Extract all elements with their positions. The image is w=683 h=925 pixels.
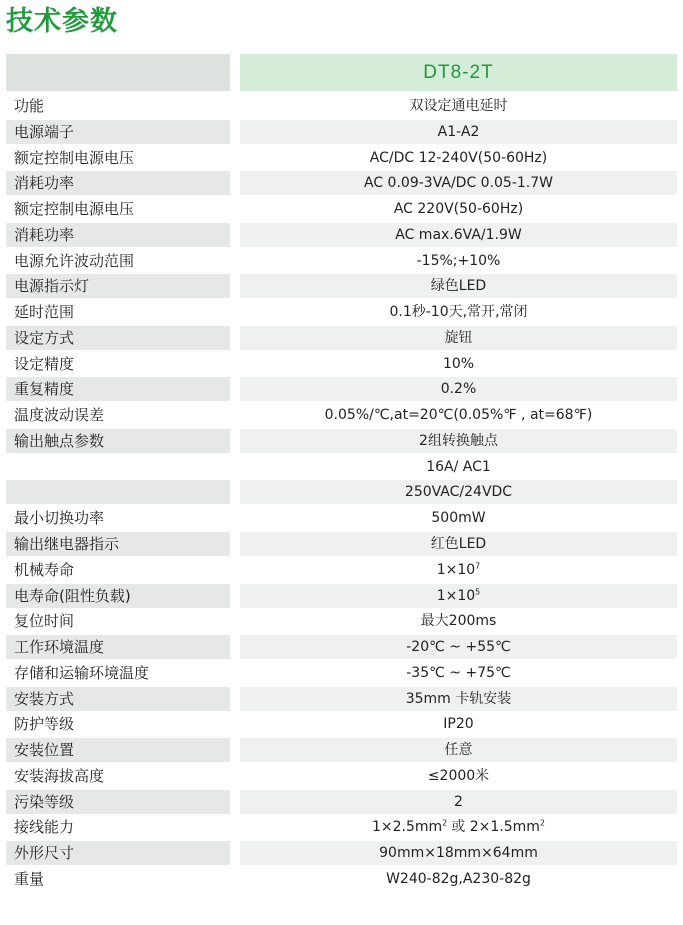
table-row — [6, 584, 677, 608]
table-row — [6, 300, 677, 324]
exponent: 2 — [539, 818, 545, 828]
spec-label: 设定方式 — [6, 326, 230, 350]
spec-label: 电源端子 — [6, 120, 230, 144]
spec-label: 消耗功率 — [6, 223, 230, 247]
spec-value — [240, 326, 677, 350]
table-row — [6, 352, 677, 376]
spec-rows — [6, 94, 677, 891]
spec-value — [240, 764, 677, 788]
table-row — [6, 146, 677, 170]
spec-label — [6, 455, 230, 479]
page-title: 技术参数 — [6, 6, 118, 37]
table-row — [6, 480, 677, 504]
spec-label: 温度波动误差 — [14, 406, 105, 425]
spec-value — [240, 403, 677, 427]
model-header: DT8-2T — [240, 54, 677, 91]
spec-value — [240, 687, 677, 711]
spec-value-text: A1-A2 — [437, 123, 480, 140]
table-row — [6, 867, 677, 891]
table-row — [6, 223, 677, 247]
spec-value-text-2: 或 2×1.5mm — [451, 819, 540, 836]
spec-value — [240, 120, 677, 144]
spec-value-text: -15%;+10% — [416, 252, 501, 269]
spec-value-text: 最大200ms — [420, 613, 497, 630]
table-row — [6, 532, 677, 556]
exponent: 5 — [475, 586, 481, 596]
spec-value — [240, 558, 677, 582]
spec-value-text: -35℃ ~ +75℃ — [406, 664, 511, 681]
table-row — [6, 171, 677, 195]
spec-label: 输出触点参数 — [6, 429, 230, 453]
spec-value — [240, 274, 677, 298]
spec-value — [240, 300, 677, 324]
table-row — [6, 764, 677, 788]
exponent: 7 — [475, 561, 481, 571]
table-row — [6, 661, 677, 685]
table-row — [6, 120, 677, 144]
table-row — [6, 609, 677, 633]
spec-value-text: 0.2% — [440, 381, 477, 398]
table-row — [6, 403, 677, 427]
spec-value — [240, 223, 677, 247]
spec-label — [6, 480, 230, 504]
spec-value-text: 0.1秒-10天,常开,常闭 — [389, 304, 528, 321]
spec-value-text: 2组转换触点 — [419, 432, 498, 449]
spec-label: 功能 — [14, 97, 45, 115]
spec-label: 重复精度 — [6, 377, 230, 401]
spec-value-text: AC 0.09-3VA/DC 0.05-1.7W — [364, 175, 553, 192]
spec-value — [240, 455, 677, 479]
spec-value-text: 旋钮 — [444, 329, 473, 346]
spec-label: 电源允许波动范围 — [14, 251, 135, 270]
spec-label: 复位时间 — [14, 612, 75, 631]
table-row — [6, 687, 677, 711]
spec-label: 延时范围 — [14, 303, 75, 322]
spec-value — [240, 429, 677, 453]
spec-value — [240, 815, 677, 839]
table-row — [6, 506, 677, 530]
spec-value — [240, 867, 677, 891]
table-row — [6, 249, 677, 273]
spec-value — [240, 584, 677, 608]
header-blank-cell — [6, 54, 230, 91]
table-row — [6, 558, 677, 582]
spec-value-text: 0.05%/℃,at=20℃(0.05%℉ , at=68℉) — [324, 407, 593, 424]
spec-label: 电源指示灯 — [6, 274, 230, 298]
spec-label: 额定控制电源电压 — [14, 200, 135, 219]
spec-value-text: 红色LED — [430, 536, 487, 553]
spec-value-text: 1×10 — [436, 587, 476, 604]
table-row — [6, 197, 677, 221]
table-row — [6, 274, 677, 298]
spec-label: 安装方式 — [6, 687, 230, 711]
spec-label: 额定控制电源电压 — [14, 148, 135, 167]
spec-label: 接线能力 — [14, 818, 75, 837]
spec-value — [240, 146, 677, 170]
spec-value-text: 10% — [442, 355, 475, 372]
spec-table — [6, 54, 677, 893]
spec-label: 消耗功率 — [6, 171, 230, 195]
spec-value-text: 90mm×18mm×64mm — [379, 845, 538, 862]
exponent: 2 — [442, 818, 448, 828]
table-row — [6, 738, 677, 762]
spec-value — [240, 249, 677, 273]
spec-label: 外形尺寸 — [6, 841, 230, 865]
spec-value — [240, 480, 677, 504]
spec-value — [240, 352, 677, 376]
spec-value-text: 500mW — [431, 510, 486, 527]
spec-label: 污染等级 — [6, 790, 230, 814]
spec-value — [240, 841, 677, 865]
table-row — [6, 377, 677, 401]
spec-value — [240, 609, 677, 633]
table-row — [6, 712, 677, 736]
spec-value-text: 绿色LED — [430, 278, 487, 295]
spec-value — [240, 171, 677, 195]
spec-label: 防护等级 — [14, 715, 75, 734]
spec-label: 存储和运输环境温度 — [14, 663, 150, 682]
spec-value-text: 双设定通电延时 — [409, 98, 508, 114]
spec-value — [240, 712, 677, 736]
spec-label: 电寿命(阻性负载) — [6, 584, 230, 608]
table-row — [6, 815, 677, 839]
spec-value-text: ≤2000米 — [427, 767, 490, 784]
spec-value — [240, 635, 677, 659]
spec-label: 工作环境温度 — [6, 635, 230, 659]
table-header — [6, 54, 677, 91]
spec-value-text: AC/DC 12-240V(50-60Hz) — [369, 149, 548, 166]
spec-value — [240, 94, 677, 118]
table-row — [6, 635, 677, 659]
spec-value-text: 250VAC/24VDC — [404, 484, 513, 501]
spec-label: 安装海拔高度 — [14, 766, 105, 785]
spec-value-text: AC 220V(50-60Hz) — [393, 201, 524, 218]
spec-value — [240, 377, 677, 401]
spec-label: 设定精度 — [14, 354, 75, 373]
spec-value — [240, 661, 677, 685]
spec-value — [240, 790, 677, 814]
spec-label: 最小切换功率 — [14, 509, 105, 528]
table-row — [6, 841, 677, 865]
spec-value — [240, 506, 677, 530]
table-row — [6, 790, 677, 814]
spec-value — [240, 532, 677, 556]
spec-label: 机械寿命 — [14, 560, 75, 579]
spec-value-text: AC max.6VA/1.9W — [395, 226, 522, 243]
spec-value-text: W240-82g,A230-82g — [386, 870, 531, 887]
table-row — [6, 455, 677, 479]
spec-value — [240, 738, 677, 762]
spec-value — [240, 197, 677, 221]
table-row — [6, 94, 677, 118]
table-row — [6, 326, 677, 350]
spec-value-text: 任意 — [444, 742, 473, 759]
spec-label: 重量 — [14, 869, 45, 888]
spec-value-text: 35mm 卡轨安装 — [405, 690, 512, 707]
spec-label: 安装位置 — [6, 738, 230, 762]
table-row — [6, 429, 677, 453]
spec-value-text: 16A/ AC1 — [426, 458, 491, 475]
spec-value-text: 2 — [454, 793, 463, 810]
spec-value-text: 1×10 — [436, 561, 476, 578]
spec-value-text: 1×2.5mm — [371, 819, 443, 836]
spec-value-text: -20℃ ~ +55℃ — [406, 639, 511, 656]
spec-value-text: IP20 — [443, 716, 474, 733]
spec-label: 输出继电器指示 — [6, 532, 230, 556]
